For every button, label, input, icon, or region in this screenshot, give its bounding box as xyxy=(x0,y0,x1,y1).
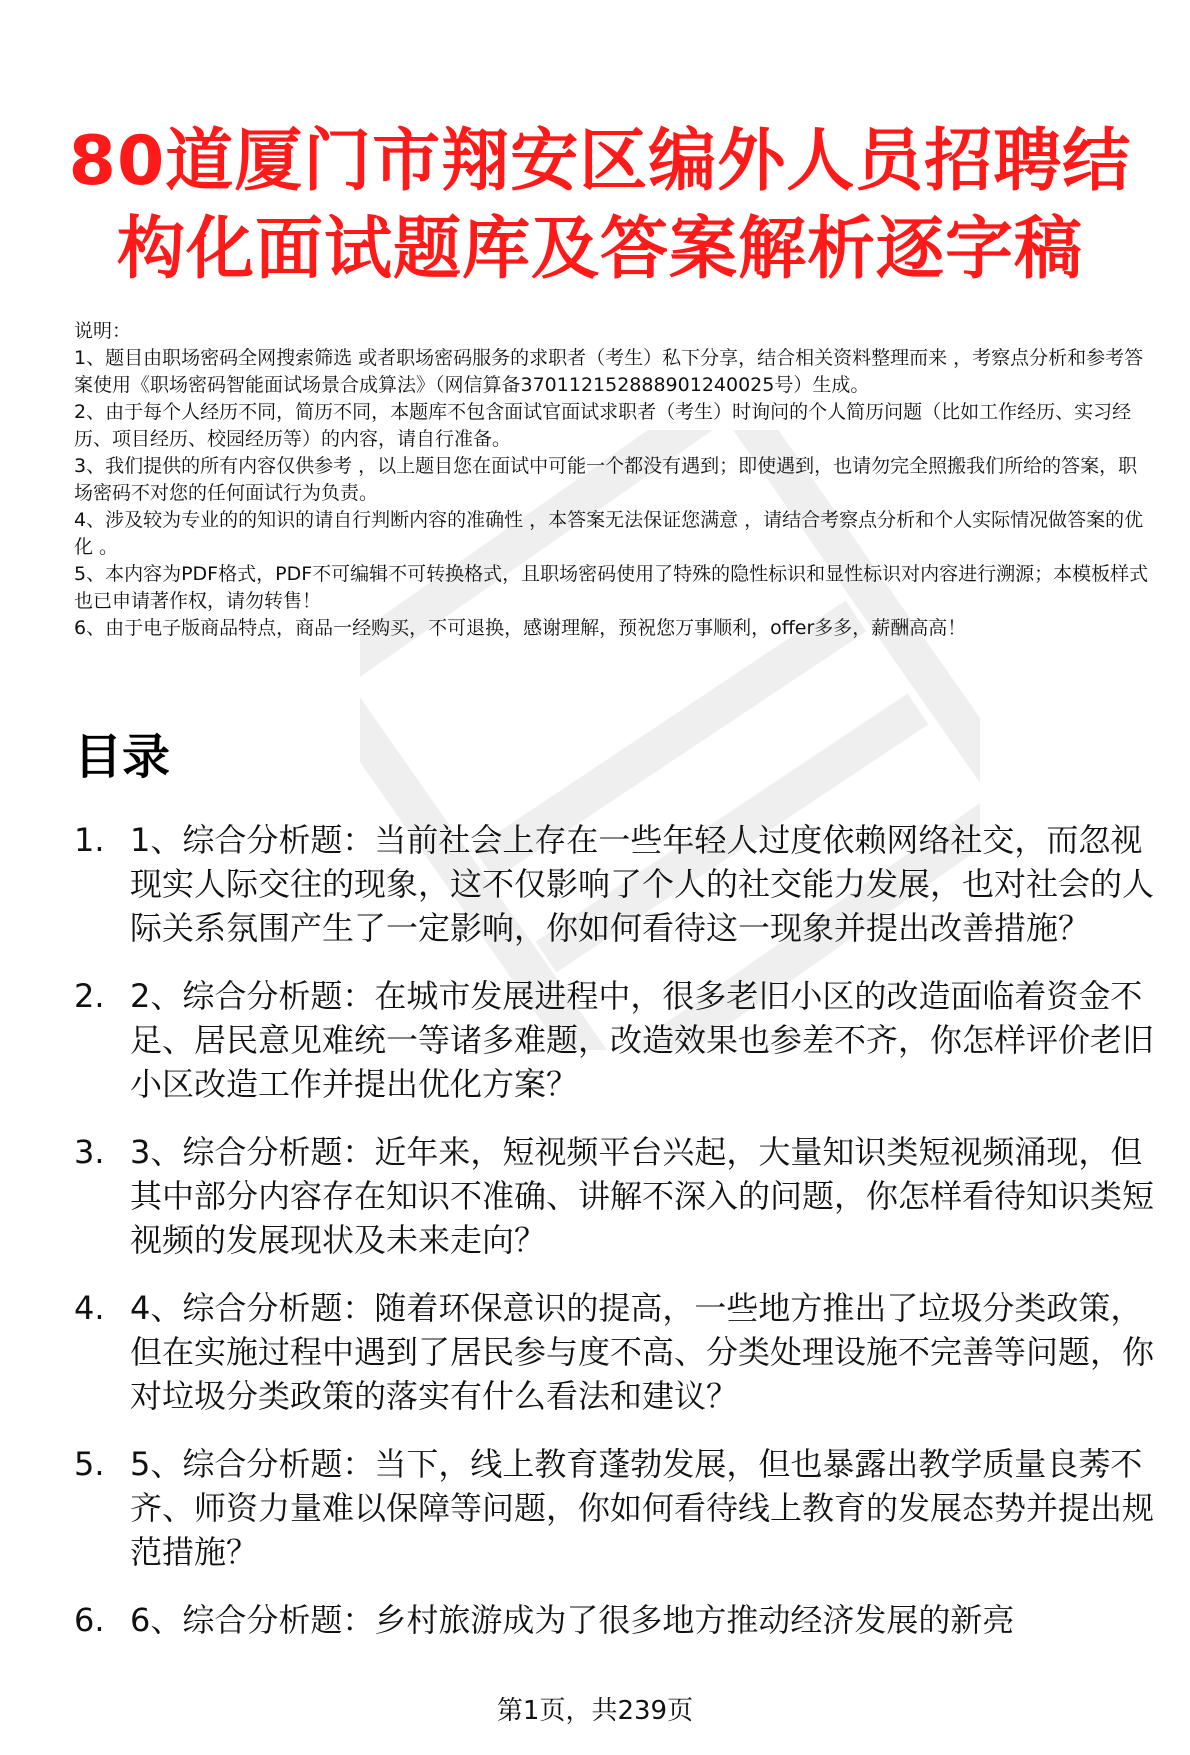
note-item: 1、题目由职场密码全网搜索筛选 或者职场密码服务的求职者（考生）私下分享，结合相关资料整理而来 ，考察点分析和参考答案使用《职场密码智能面试场景合成算法》（网信算备370112152888901240025号）生成。 xyxy=(74,347,1144,396)
toc-item-number: 5. xyxy=(74,1445,105,1483)
note-item: 2、由于每个人经历不同，简历不同，本题库不包含面试官面试求职者（考生）时询问的个人简历问题（比如工作经历、实习经历、项目经历、校园经历等）的内容，请自行准备。 xyxy=(74,401,1132,450)
page-footer: 第1页，共239页 xyxy=(496,1696,694,1726)
toc-item-text: 1、综合分析题：当前社会上存在一些年轻人过度依赖网络社交，而忽视现实人际交往的现象，这不仅影响了个人的社交能力发展，也对社会的人际关系氛围产生了一定影响，你如何看待这一现象并提出改善措施？ xyxy=(130,821,1155,947)
toc-item-number: 1. xyxy=(74,821,105,859)
toc-item[interactable] xyxy=(74,974,1174,1106)
toc-item[interactable] xyxy=(74,1442,1174,1574)
toc-heading: 目录 xyxy=(74,729,171,785)
toc-item-number: 6. xyxy=(74,1601,105,1639)
toc-item-text: 3、综合分析题：近年来，短视频平台兴起，大量知识类短视频涌现，但其中部分内容存在知识不准确、讲解不深入的问题，你怎样看待知识类短视频的发展现状及未来走向？ xyxy=(130,1133,1155,1259)
note-item: 6、由于电子版商品特点，商品一经购买，不可退换，感谢理解，预祝您万事顺利，offer多多，薪酬高高！ xyxy=(74,617,967,639)
toc-item[interactable] xyxy=(74,1598,1174,1642)
toc-item[interactable] xyxy=(74,818,1174,950)
toc-item[interactable] xyxy=(74,1130,1174,1262)
toc-item-text: 5、综合分析题：当下，线上教育蓬勃发展，但也暴露出教学质量良莠不齐、师资力量难以保障等问题，你如何看待线上教育的发展态势并提出规范措施？ xyxy=(130,1445,1155,1571)
toc-item-number: 3. xyxy=(74,1133,105,1171)
toc-item-text: 6、综合分析题：乡村旅游成为了很多地方推动经济发展的新亮 xyxy=(130,1601,1015,1639)
document-title: 80道厦门市翔安区编外人员招聘结构化面试题库及答案解析逐字稿 xyxy=(68,122,1132,289)
note-item: 3、我们提供的所有内容仅供参考 ，以上题目您在面试中可能一个都没有遇到；即使遇到，也请勿完全照搬我们所给的答案，职场密码不对您的任何面试行为负责。 xyxy=(74,455,1138,504)
note-item: 4、涉及较为专业的的知识的请自行判断内容的准确性 ，本答案无法保证您满意 ，请结合考察点分析和个人实际情况做答案的优化 。 xyxy=(74,509,1144,558)
toc-list xyxy=(74,818,1174,1666)
toc-item-text: 2、综合分析题：在城市发展进程中，很多老旧小区的改造面临着资金不足、居民意见难统一等诸多难题，改造效果也参差不齐，你怎样评价老旧小区改造工作并提出优化方案？ xyxy=(130,977,1155,1103)
toc-item-number: 4. xyxy=(74,1289,105,1327)
toc-item-number: 2. xyxy=(74,977,105,1015)
notes-section xyxy=(74,318,1154,642)
notes-label: 说明： xyxy=(74,320,132,342)
note-item: 5、本内容为PDF格式，PDF不可编辑不可转换格式，且职场密码使用了特殊的隐性标识和显性标识对内容进行溯源；本模板样式也已申请著作权，请勿转售！ xyxy=(74,563,1149,612)
toc-item[interactable] xyxy=(74,1286,1174,1418)
toc-item-text: 4、综合分析题：随着环保意识的提高，一些地方推出了垃圾分类政策，但在实施过程中遇到了居民参与度不高、分类处理设施不完善等问题，你对垃圾分类政策的落实有什么看法和建议？ xyxy=(130,1289,1155,1415)
